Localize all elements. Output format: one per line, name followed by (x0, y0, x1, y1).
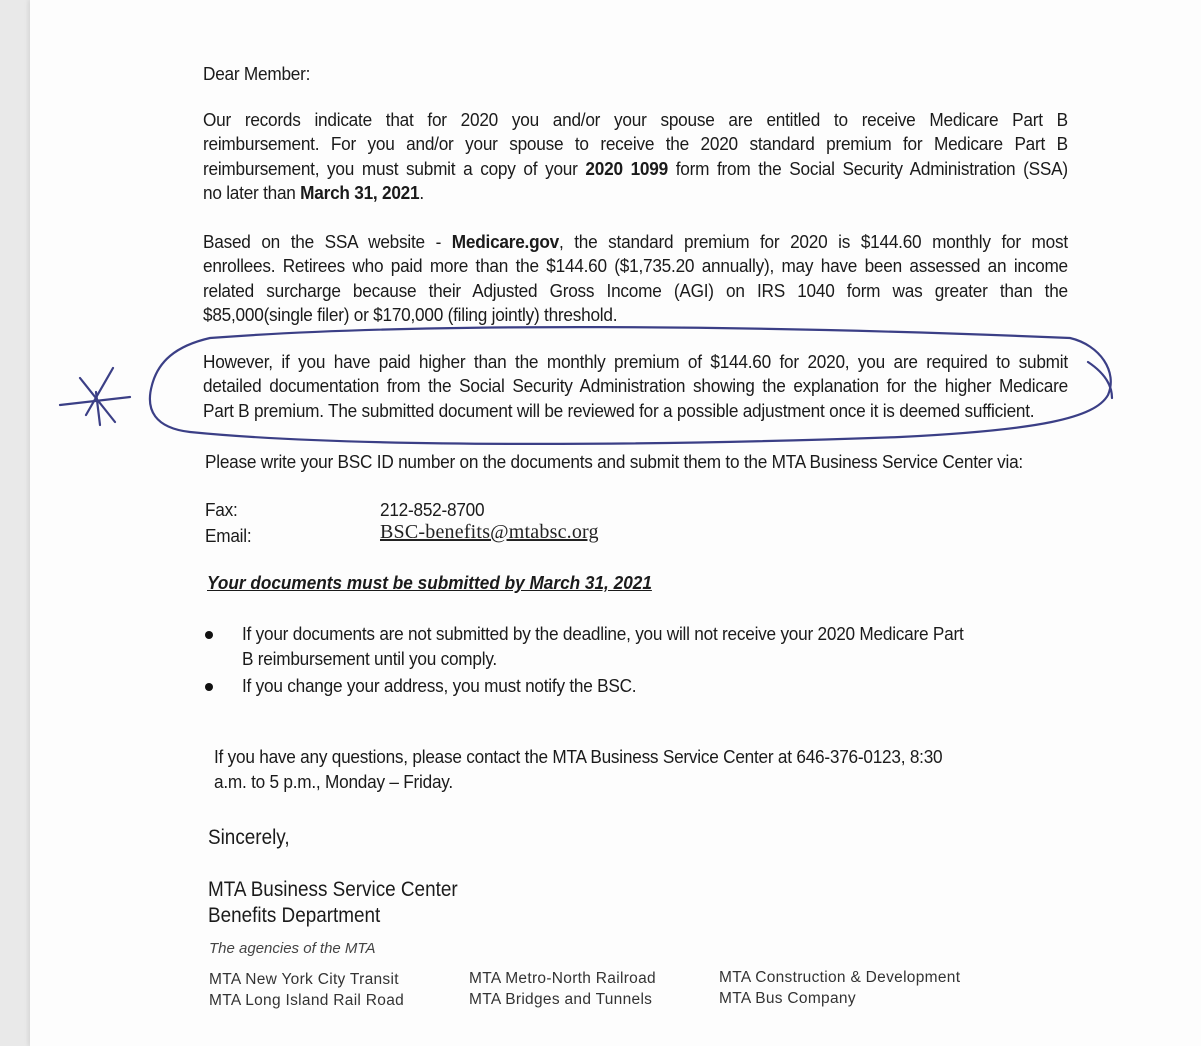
asterisk-mark (60, 368, 130, 425)
agency-name: MTA Construction & Development (719, 969, 961, 986)
footer-caption: The agencies of the MTA (209, 940, 376, 957)
email-link[interactable]: BSC-benefits@mtabsc.org (380, 521, 599, 543)
questions-line: If you have any questions, please contact the MTA Business Service Center at 646-376-0123, 8:30 (214, 746, 943, 767)
paragraph-entitlement (203, 108, 1068, 205)
bullet-line: If your documents are not submitted by the deadline, you will not receive your 2020 Medicare Part (242, 623, 964, 644)
bullet-dot (205, 631, 213, 639)
submission-instruction: Please write your BSC ID number on the documents and submit them to the MTA Business Service Center via: (205, 451, 1023, 472)
email-label: Email: (205, 525, 252, 546)
footer-column-3 (719, 967, 960, 1009)
agency-name: MTA Long Island Rail Road (209, 992, 405, 1009)
agency-name: MTA Bus Company (719, 990, 856, 1007)
greeting: Dear Member: (203, 63, 311, 84)
signature-line-2: Benefits Department (208, 904, 381, 927)
deadline-notice: Your documents must be submitted by March 31, 2021 (207, 572, 652, 593)
paragraph-line: $85,000(single filer) or $170,000 (filing jointly) threshold. (203, 303, 618, 325)
paragraph-line: Our records indicate that for 2020 you and/or your spouse are entitled to receive Medicare Part B (203, 109, 1068, 130)
questions-line: a.m. to 5 p.m., Monday – Friday. (214, 770, 453, 792)
paragraph-line: detailed documentation from the Social Security Administration showing the explanation for the higher Medicare (203, 375, 1068, 397)
paragraph-line: enrollees. Retirees who paid more than the $144.60 ($1,735.20 annually), may have been assessed an income (203, 255, 1068, 277)
agency-name: MTA New York City Transit (209, 971, 399, 988)
bullet-dot (205, 683, 213, 691)
paragraph-line: Based on the SSA website - Medicare.gov, the standard premium for 2020 is $144.60 monthly for most (203, 231, 1068, 252)
bullet-line: B reimbursement until you comply. (242, 647, 497, 669)
paragraph-premium (203, 230, 1068, 327)
paragraph-line: Part B premium. The submitted document will be reviewed for a possible adjustment once it is deemed sufficient. (203, 399, 1035, 421)
closing: Sincerely, (208, 826, 290, 849)
paragraph-line: no later than March 31, 2021. (203, 181, 424, 203)
fax-number: 212-852-8700 (380, 499, 485, 520)
bullet-item-deadline (242, 622, 963, 671)
questions-contact (214, 745, 942, 794)
bullet-item-address: If you change your address, you must notify the BSC. (242, 675, 637, 696)
agency-name: MTA Metro-North Railroad (469, 970, 656, 987)
paragraph-line: related surcharge because their Adjusted Gross Income (AGI) on IRS 1040 form was greater than the (203, 279, 1068, 301)
paragraph-higher-premium (203, 350, 1068, 423)
paragraph-line: reimbursement. For you and/or your spouse to receive the 2020 standard premium for Medicare Part B (203, 133, 1068, 155)
agency-name: MTA Bridges and Tunnels (469, 991, 653, 1008)
paragraph-line: reimbursement, you must submit a copy of your 2020 1099 form from the Social Security Administration (SSA) (203, 157, 1068, 179)
signature-line-1: MTA Business Service Center (208, 878, 458, 901)
footer-column-1 (209, 969, 404, 1011)
fax-label: Fax: (205, 499, 238, 520)
paragraph-line: However, if you have paid higher than the monthly premium of $144.60 for 2020, you are required to submit (203, 351, 1068, 372)
footer-column-2 (469, 968, 656, 1010)
